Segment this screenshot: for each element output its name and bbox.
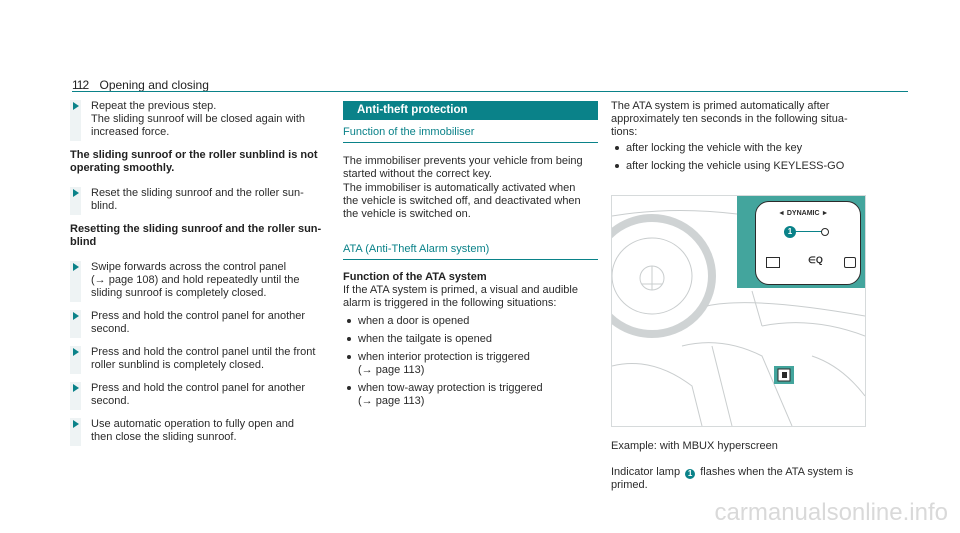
step-item [70,346,325,372]
column-middle [343,100,598,413]
step-text: Reset the sliding sunroof and the roller sun- [91,187,304,199]
list-item [343,315,598,328]
heading-line: Resetting the sliding sunroof and the roller sun- [70,223,322,235]
step-item [70,187,325,213]
block-heading [70,149,325,175]
heading-line: The sliding sunroof or the roller sunblind is not [70,149,318,161]
step-text: then close the sliding sunroof. [91,431,237,443]
step-item [70,382,325,408]
page-reference-link[interactable]: (→ page 113) [358,364,425,376]
heading-line: blind [70,236,97,248]
paragraph-line: The immobiliser prevents your vehicle from being [343,155,583,167]
paragraph-line: the vehicle is switched off, and deactivated when [343,195,581,207]
callout-marker: 1 [784,226,796,238]
bullet-icon [347,337,351,341]
block-heading: Function of the ATA system [343,271,487,283]
callout-badge: 1 [685,469,695,479]
heading-line: operating smoothly. [70,162,175,174]
section-band: Anti-theft protection [343,101,598,120]
section-title: Opening and closing [99,78,209,92]
step-text: The sliding sunroof will be closed again with [91,113,306,125]
step-arrow-icon [73,384,79,392]
display-inset [737,196,865,288]
watermark: carmanualsonline.info [714,499,948,526]
paragraph [611,466,866,492]
paragraph [343,155,598,181]
paragraph-line: the vehicle is switched on. [343,208,471,220]
header-rule [72,91,908,92]
list-item [343,351,598,377]
subsection-heading: Function of the immobiliser [343,126,598,143]
step-arrow-icon [73,420,79,428]
column-right [611,100,866,492]
step-text: second. [91,323,130,335]
block-heading [70,223,325,249]
car-lock-icon [766,257,780,268]
page-header [72,78,209,92]
step-text: roller sunblind is completely closed. [91,359,265,371]
paragraph-line: alarm is triggered in the following situations: [343,297,557,309]
step-item [70,261,325,300]
list-item [343,382,598,408]
step-item [70,418,325,444]
paragraph-line: The ATA system is primed automatically after [611,100,830,112]
step-text: sliding sunroof is completely closed. [91,287,267,299]
paragraph [611,100,866,139]
step-text: second. [91,395,130,407]
paragraph-line: approximately ten seconds in the following situa- [611,113,848,125]
paragraph-line: If the ATA system is primed, a visual and audible [343,284,578,296]
step-text: blind. [91,200,118,212]
step-text: increased force. [91,126,170,138]
bullet-icon [347,355,351,359]
bullet-icon [615,164,619,168]
paragraph-text: flashes when the ATA system is [700,466,854,478]
list-item-text: after locking the vehicle using KEYLESS-GO [626,160,845,172]
list-item-text: when interior protection is triggered [358,351,530,363]
paragraph-text: Indicator lamp [611,466,681,478]
display-screen [755,201,861,285]
eq-label: ∈Q [808,255,823,265]
paragraph [343,182,598,221]
figure-caption: Example: with MBUX hyperscreen [611,440,778,452]
bullet-icon [347,319,351,323]
step-item [70,100,325,139]
paragraph-line: started without the correct key. [343,168,492,180]
mode-label: ◄ DYNAMIC ► [778,210,829,217]
bullet-icon [347,386,351,390]
page-number: 112 [72,78,89,92]
column-left [70,100,325,454]
step-arrow-icon [73,263,79,271]
step-arrow-icon [73,189,79,197]
list-item-text: after locking the vehicle with the key [626,142,803,154]
step-text: Swipe forwards across the control panel [91,261,287,273]
subsection-heading: ATA (Anti-Theft Alarm system) [343,243,598,260]
paragraph [343,284,598,310]
list-item-text: when a door is opened [358,315,470,327]
paragraph-line: The immobiliser is automatically activated when [343,182,576,194]
list-item [611,160,866,173]
list-item [611,142,866,155]
step-item [70,310,325,336]
step-text: Press and hold the control panel for another [91,382,306,394]
list-item-text: when tow-away protection is triggered [358,382,543,394]
seat-icon [844,257,856,268]
page-reference-link[interactable]: (→ page 113) [358,395,425,407]
bullet-icon [615,146,619,150]
paragraph-line: primed. [611,479,648,491]
list-item-text: when the tailgate is opened [358,333,492,345]
step-text: Press and hold the control panel until the front [91,346,316,358]
callout-line [796,231,822,232]
page-reference-link[interactable]: (→ page 108) and hold repeatedly until the [91,274,300,286]
indicator-lamp-icon [821,228,829,236]
paragraph-line: tions: [611,126,638,138]
dashboard-illustration [611,195,866,427]
list-item [343,333,598,346]
step-text: Use automatic operation to fully open and [91,418,295,430]
step-arrow-icon [73,312,79,320]
step-text: Press and hold the control panel for another [91,310,306,322]
step-text: Repeat the previous step. [91,100,217,112]
step-arrow-icon [73,102,79,110]
step-arrow-icon [73,348,79,356]
